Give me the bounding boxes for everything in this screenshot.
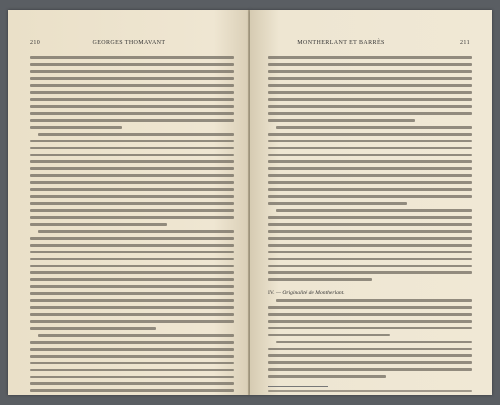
text-line bbox=[268, 167, 472, 173]
text-line bbox=[268, 230, 472, 236]
text-line bbox=[268, 327, 472, 333]
footnote-separator bbox=[268, 386, 328, 387]
text-line bbox=[30, 91, 234, 97]
text-line bbox=[268, 112, 472, 118]
text-line bbox=[268, 348, 472, 354]
right-page bbox=[250, 10, 492, 395]
text-line bbox=[30, 271, 234, 277]
section-number: IV. bbox=[268, 289, 275, 296]
text-line bbox=[268, 119, 472, 125]
text-line bbox=[268, 174, 472, 180]
text-line bbox=[30, 341, 234, 347]
text-line bbox=[30, 251, 234, 257]
text-line bbox=[268, 63, 472, 69]
text-line bbox=[30, 195, 234, 201]
text-line bbox=[268, 188, 472, 194]
left-running-head bbox=[8, 40, 250, 50]
text-line bbox=[30, 258, 234, 264]
text-line bbox=[30, 56, 234, 62]
left-page-number: 210 bbox=[30, 40, 41, 46]
text-line bbox=[30, 188, 234, 194]
text-line bbox=[268, 202, 472, 208]
text-line bbox=[268, 375, 472, 381]
right-footnotes bbox=[268, 390, 472, 395]
text-line bbox=[30, 126, 234, 132]
text-line bbox=[30, 167, 234, 173]
text-line bbox=[268, 160, 472, 166]
text-line bbox=[30, 154, 234, 160]
section-title: Originalité de Montherlant. bbox=[282, 289, 345, 296]
left-text-block bbox=[30, 55, 234, 395]
right-running-title: MONTHERLANT ET BARRÈS bbox=[297, 40, 385, 46]
text-line bbox=[268, 56, 472, 62]
text-line bbox=[268, 209, 472, 215]
text-line bbox=[268, 271, 472, 277]
text-line bbox=[268, 354, 472, 360]
text-line bbox=[30, 237, 234, 243]
text-line bbox=[268, 313, 472, 319]
text-line bbox=[268, 251, 472, 257]
text-line bbox=[30, 313, 234, 319]
right-page-number: 211 bbox=[460, 40, 470, 46]
text-line bbox=[30, 174, 234, 180]
text-line bbox=[268, 98, 472, 104]
text-line bbox=[30, 105, 234, 111]
text-line bbox=[268, 105, 472, 111]
right-text-block bbox=[268, 55, 472, 395]
text-line bbox=[30, 327, 234, 333]
text-line bbox=[30, 230, 234, 236]
text-line bbox=[30, 292, 234, 298]
text-line bbox=[268, 147, 472, 153]
text-line bbox=[268, 361, 472, 367]
text-line bbox=[30, 119, 234, 125]
text-line bbox=[30, 285, 234, 291]
text-line bbox=[268, 133, 472, 139]
text-line bbox=[30, 306, 234, 312]
left-page bbox=[8, 10, 250, 395]
text-line bbox=[30, 63, 234, 69]
text-line bbox=[30, 140, 234, 146]
text-line bbox=[30, 202, 234, 208]
text-line bbox=[268, 154, 472, 160]
text-line bbox=[30, 84, 234, 90]
text-line bbox=[30, 320, 234, 326]
text-line bbox=[30, 216, 234, 222]
text-line bbox=[30, 369, 234, 375]
text-line bbox=[30, 133, 234, 139]
text-line bbox=[30, 223, 234, 229]
left-running-title: GEORGES THOMAVANT bbox=[92, 40, 166, 46]
text-line bbox=[30, 160, 234, 166]
text-line bbox=[30, 244, 234, 250]
text-line bbox=[268, 126, 472, 132]
text-line bbox=[268, 84, 472, 90]
text-line bbox=[268, 195, 472, 201]
text-line bbox=[30, 265, 234, 271]
text-line bbox=[30, 147, 234, 153]
text-line bbox=[30, 278, 234, 284]
text-line bbox=[30, 389, 234, 395]
text-line bbox=[30, 181, 234, 187]
text-line bbox=[268, 341, 472, 347]
text-line bbox=[268, 244, 472, 250]
text-line bbox=[30, 376, 234, 382]
text-line bbox=[268, 258, 472, 264]
text-line bbox=[30, 209, 234, 215]
text-line bbox=[30, 112, 234, 118]
text-line bbox=[268, 306, 472, 312]
text-line bbox=[268, 216, 472, 222]
text-line bbox=[30, 299, 234, 305]
text-line bbox=[30, 98, 234, 104]
text-line bbox=[30, 382, 234, 388]
text-line bbox=[30, 70, 234, 76]
text-line bbox=[268, 237, 472, 243]
text-line bbox=[268, 278, 472, 284]
footnote-line bbox=[268, 390, 472, 395]
text-line bbox=[268, 140, 472, 146]
text-line bbox=[268, 77, 472, 83]
text-line bbox=[30, 348, 234, 354]
text-line bbox=[30, 334, 234, 340]
right-running-head bbox=[250, 40, 492, 50]
text-line bbox=[268, 368, 472, 374]
text-line bbox=[268, 91, 472, 97]
text-line bbox=[30, 355, 234, 361]
text-line bbox=[268, 334, 472, 340]
text-line bbox=[268, 320, 472, 326]
text-line bbox=[268, 299, 472, 305]
text-line bbox=[268, 70, 472, 76]
text-line bbox=[30, 77, 234, 83]
text-line bbox=[268, 181, 472, 187]
text-line bbox=[30, 362, 234, 368]
section-heading: IV. — Originalité de Montherlant. bbox=[268, 289, 345, 296]
text-line bbox=[268, 265, 472, 271]
text-line bbox=[268, 223, 472, 229]
